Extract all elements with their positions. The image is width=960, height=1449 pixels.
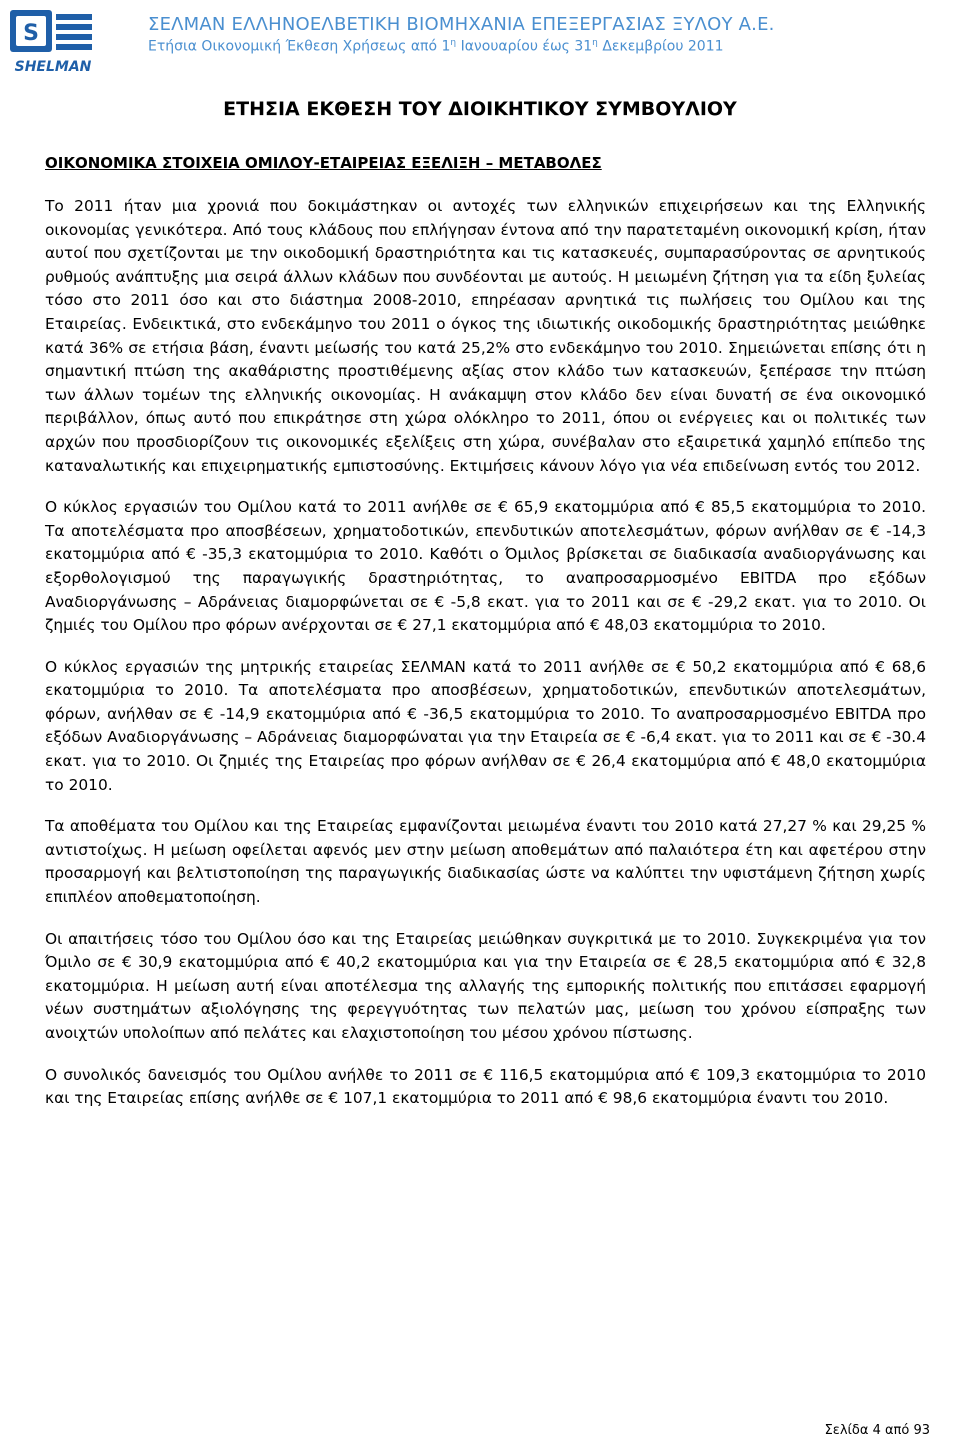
report-period-sup2: η: [592, 38, 598, 48]
section-heading: ΟΙΚΟΝΟΜΙΚΑ ΣΤΟΙΧΕΙΑ ΟΜΙΛΟΥ-ΕΤΑΙΡΕΙΑΣ ΕΞΕΛΙΞΗ – ΜΕΤΑΒΟΛΕΣ: [45, 154, 602, 172]
report-period-part2: Ιανουαρίου έως 31: [456, 38, 593, 55]
paragraph-company-results: Ο κύκλος εργασιών της μητρικής εταιρείας ΣΕΛΜΑΝ κατά το 2011 ανήλθε σε € 50,2 εκατομμύρια από € 68,6 εκατομμύρια το 2010. Τα αποτελέσματα προ αποσβέσεων, χρηματοδοτικών, επενδυτικών αποτελεσμάτων, φόρων, ανήλθαν σε € -14,9 εκατομμύρια από € -36,5 εκατομμύρια το 2010. Το αναπροσαρμοσμένο EBITDA προ εξόδων Αναδιοργάνωσης – Αδράνειας διαμορφώναται για την Εταιρεία σε € -6,4 εκατ. για το 2011 και σε € -30.4 εκατ. για το 2010. Οι ζημιές της Εταιρείας προ φόρων ανήλθαν σε € 26,4 εκατομμύρια από € 48,0 εκατομμύρια το 2010.: [45, 657, 926, 794]
report-period-sup1: η: [450, 38, 457, 48]
paragraph-receivables: Οι απαιτήσεις τόσο του Ομίλου όσο και της Εταιρείας μειώθηκαν συγκριτικά με το 2010. Συγκεκριμένα για τον Όμιλο σε € 30,9 εκατομμύρια από € 40,2 εκατομμύρια και για την Εταιρεία σε € 28,5 εκατομμύρια από € 32,8 εκατομμύρια. Η μείωση αυτή είναι αποτέλεσμα της αλλαγής της εμπορικής πολιτικής που επιτάσσει εφαρμογή νέων συστημάτων αξιολόγησης της φερεγγυότητας των πελατών μας, μείωση του χρόνου είσπραξης των ανοιχτών υπολοίπων από πελάτες και ελαχιστοποίηση του μέσου χρόνου πίστωσης.: [45, 929, 926, 1042]
svg-text:S: S: [23, 21, 39, 46]
report-period-part3: Δεκεμβρίου 2011: [597, 38, 724, 55]
paragraph-inventories: Τα αποθέματα του Ομίλου και της Εταιρείας εμφανίζονται μειωμένα έναντι του 2010 κατά 27,27 % και 29,25 % αντιστοίχως. Η μείωση οφείλεται αφενός μεν στην μείωση αποθεμάτων από παλαιότερα έτη και αφετέρου στην προσαρμογή και βελτιστοποίηση της παραγωγικής διαδικασίας ώστε να καλύπτει την υφιστάμενη ζήτηση χωρίς επιπλέον αποθεματοποίηση.: [45, 817, 926, 907]
page-header: [0, 0, 960, 80]
paragraph-intro: Το 2011 ήταν μια χρονιά που δοκιμάστηκαν οι αντοχές των ελληνικών επιχειρήσεων και της Ελληνικής οικονομίας γενικότερα. Από τους κλάδους που επλήγησαν έντονα από την παρατεταμένη οικονομική κρίση, ήταν αυτοί που σχετίζονται με την οικοδομική δραστηριότητα και τις κατασκευές, συμπαρασύροντας σε αρνητικούς ρυθμούς ανάπτυξης μια σειρά άλλων κλάδων που συνδέονται με αυτούς. Η μειωμένη ζήτηση για τα είδη ξυλείας τόσο στο 2011 όσο και στο διάστημα 2008-2010, επηρέασαν αρνητικά τις πωλήσεις του Ομίλου και της Εταιρείας. Ενδεικτικά, στο ενδεκάμηνο του 2011 ο όγκος της ιδιωτικής οικοδομικής δραστηριότητας μειώθηκε κατά 36% σε ετήσια βάση, έναντι μείωσής του κατά 25,2% στο ενδεκάμηνο του 2010. Σημειώνεται επίσης ότι η σημαντική πτώση της ακαθάριστης προστιθέμενης αξίας στον κλάδο των κατασκευών, ξεπέρασε την πτώση των άλλων τομέων της ελληνικής οικονομίας. Η ανάκαμψη στον κλάδο δεν είναι δυνατή σε ένα οικονομικό περιβάλλον, όπως αυτό που επικράτησε στη χώρα ολόκληρο το 2011, όπου οι ενέργειες και οι πολιτικές των αρχών που προσδιορίζουν τις οικονομικές εξελίξεις στη χώρα, συνέβαλαν στο εξαιρετικά χαμηλό επίπεδο της καταναλωτικής και επιχειρηματικής εμπιστοσύνης. Εκτιμήσεις κάνουν λόγο για νέα επιδείνωση εντός του 2012.: [45, 197, 926, 475]
shelman-logo: [8, 8, 98, 76]
document-title: ΕΤΗΣΙΑ ΕΚΘΕΣΗ ΤΟΥ ΔΙΟΙΚΗΤΙΚΟΥ ΣΥΜΒΟΥΛΙΟΥ: [223, 98, 737, 120]
paragraph-borrowing: Ο συνολικός δανεισμός του Ομίλου ανήλθε το 2011 σε € 116,5 εκατομμύρια από € 109,3 εκατομμύρια το 2010 και της Εταιρείας επίσης ανήλθε σε € 107,1 εκατομμύρια το 2011 από € 98,6 εκατομμύρια έναντι του 2010.: [45, 1065, 926, 1108]
paragraph-group-results: Ο κύκλος εργασιών του Ομίλου κατά το 2011 ανήλθε σε € 65,9 εκατομμύρια από € 85,5 εκατομμύρια το 2010. Τα αποτελέσματα προ αποσβέσεων, χρηματοδοτικών, επενδυτικών αποτελεσμάτων, φόρων ανήλθαν σε € -14,3 εκατομμύρια από € -35,3 εκατομμύρια το 2010. Καθότι ο Όμιλος βρίσκεται σε διαδικασία αναδιοργάνωσης και εξορθολογισμού της παραγωγικής δραστηριότητας, το αναπροσαρμοσμένο EBITDA προ εξόδων Αναδιοργάνωσης – Αδράνειας διαμορφώνεται σε € -5,8 εκατ. για το 2011 και σε € -29,2 εκατ. για το 2010. Οι ζημιές του Ομίλου προ φόρων ανέρχονται σε € 27,1 εκατομμύρια από € 48,03 εκατομμύρια το 2010.: [45, 498, 926, 635]
report-body: [45, 195, 926, 1129]
report-period-part1: Ετήσια Οικονομική Έκθεση Χρήσεως από 1: [148, 38, 451, 55]
page-number: Σελίδα 4 από 93: [824, 1423, 930, 1438]
company-name: ΣΕΛΜΑΝ ΕΛΛΗΝΟΕΛΒΕΤΙΚΗ ΒΙΟΜΗΧΑΝΙΑ ΕΠΕΞΕΡΓΑΣΙΑΣ ΞΥΛΟΥ Α.Ε.: [148, 14, 775, 35]
report-period: [148, 38, 724, 55]
logo-wordmark: SHELMAN: [14, 59, 92, 75]
